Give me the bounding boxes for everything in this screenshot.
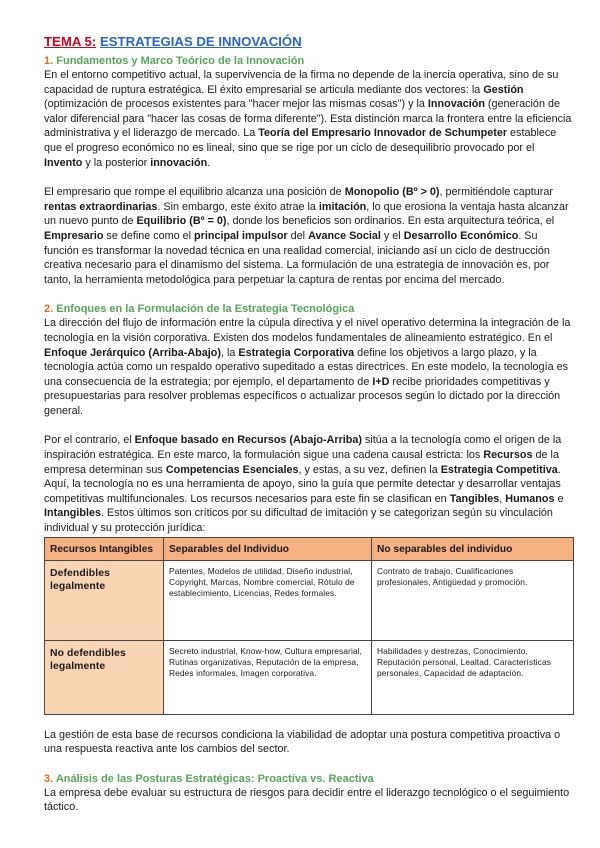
title-text: ESTRATEGIAS DE INNOVACIÓN	[99, 34, 302, 49]
table-header-row	[45, 537, 574, 560]
table-cell: Patentes, Modelos de utilidad, Diseño industrial, Copyright, Marcas, Nombre comercial, Rótulo de establecimiento, Licencias, Redes formales.	[164, 560, 372, 640]
table-cell: Habilidades y destrezas, Conocimiento, Reputación personal, Lealtad, Características personales, Capacidad de adaptación.	[372, 640, 574, 714]
section-3-paragraph-1: La empresa debe evaluar su estructura de riesgos para decidir entre el liderazgo tecnológico o el seguimiento táctico.	[44, 786, 570, 814]
section-1-paragraph-2: El empresario que rompe el equilibrio alcanza una posición de Monopolio (Bº > 0), permitiéndole capturar rentas extraordinarias. Sin embargo, este éxito atrae la imitación, lo que erosiona la ventaja hasta alcanzar un nuevo punto de Equilibrio (Bº = 0), donde los beneficios son ordinarios. En esta arquitectura teórica, el Empresario se define como el principal impulsor del Avance Social y el Desarrollo Económico. Su función es transformar la novedad técnica en una realidad comercial, iniciando así un ciclo de destrucción creativa necesario para el dinamismo del sistema. La formulación de una estrategia de innovación es, por tanto, la herramienta metodológica para perpetuar la captura de rentas por encima del mercado.	[44, 186, 569, 286]
table-cell: Contrato de trabajo, Cualificaciones profesionales, Antigüedad y promoción.	[372, 560, 574, 640]
intangible-resources-table	[44, 537, 574, 715]
section-2-paragraph-3: La gestión de esta base de recursos condiciona la viabilidad de adoptar una postura competitiva proactiva o una respuesta reactiva ante los cambios del sector.	[44, 728, 561, 756]
table-header-cell: No separables del individuo	[372, 537, 574, 560]
table-row-header: Defendibles legalmente	[45, 560, 164, 640]
table-row	[45, 560, 574, 640]
title-label: TEMA 5:	[44, 34, 97, 49]
section-1-heading: 1. Fundamentos y Marco Teórico de la Innovación	[44, 55, 305, 67]
section-2-heading: 2. Enfoques en la Formulación de la Estrategia Tecnológica	[44, 303, 355, 316]
section-3-heading: 3. Análisis de las Posturas Estratégicas: Proactiva vs. Reactiva	[44, 772, 374, 785]
table-cell: Secreto industrial, Know-how, Cultura empresarial, Rutinas organizativas, Reputación de la empresa, Redes informales, Imagen corporativa.	[164, 640, 372, 714]
table-row-header: No defendibles legalmente	[45, 640, 164, 714]
table-header-cell: Recursos Intangibles	[45, 537, 164, 560]
section-2-paragraph-2: Por el contrario, el Enfoque basado en Recursos (Abajo-Arriba) sitúa a la tecnología como el origen de la inspiración estratégica. En este marco, la formulación sigue una cadena causal estricta: los Recursos de la empresa determinan sus Competencias Esenciales, y estas, a su vez, definen la Estrategia Competitiva. Aquí, la tecnología no es una herramienta de apoyo, sino la guía que permite detectar y desarrollar ventajas competitivas multifuncionales. Los recursos necesarios para este fin se clasifican en Tangibles, Humanos e Intangibles. Estos últimos son críticos por su dificultad de imitación y se categorizan según su vinculación individual y su protección jurídica:	[44, 434, 564, 535]
section-2-paragraph-1: La dirección del flujo de información entre la cúpula directiva y el nivel operativo determina la integración de la tecnología en la visión corporativa. Existen dos modelos fundamentales de alineamiento estratégico. En el Enfoque Jerárquico (Arriba-Abajo), la Estrategia Corporativa define los objetivos a largo plazo, y la tecnología actúa como un respaldo operativo supeditado a estas directrices. En este modelo, la tecnología es una consecuencia de la estrategia; por ejemplo, el departamento de I+D recibe prioridades competitivas y presupuestarias para resolver problemas específicos o actualizar procesos según lo dictado por la dirección general.	[44, 317, 571, 417]
table-row	[45, 640, 574, 714]
table-header-cell: Separables del Individuo	[164, 537, 372, 560]
section-1-paragraph-1: En el entorno competitivo actual, la supervivencia de la firma no depende de la inercia operativa, sino de su capacidad de ruptura estratégica. El éxito empresarial se articula mediante dos vectores: la Gestión (optimización de procesos existentes para "hacer mejor las mismas cosas") y la Innovación (generación de valor diferencial para "hacer las cosas de forma diferente"). Esta distinción marca la frontera entre la eficiencia administrativa y el liderazgo de mercado. La Teoría del Empresario Innovador de Schumpeter establece que el progreso económico no es lineal, sino que se rige por un ciclo de desequilibrio provocado por el Invento y la posterior innovación.	[44, 69, 572, 169]
page-title	[44, 34, 572, 49]
